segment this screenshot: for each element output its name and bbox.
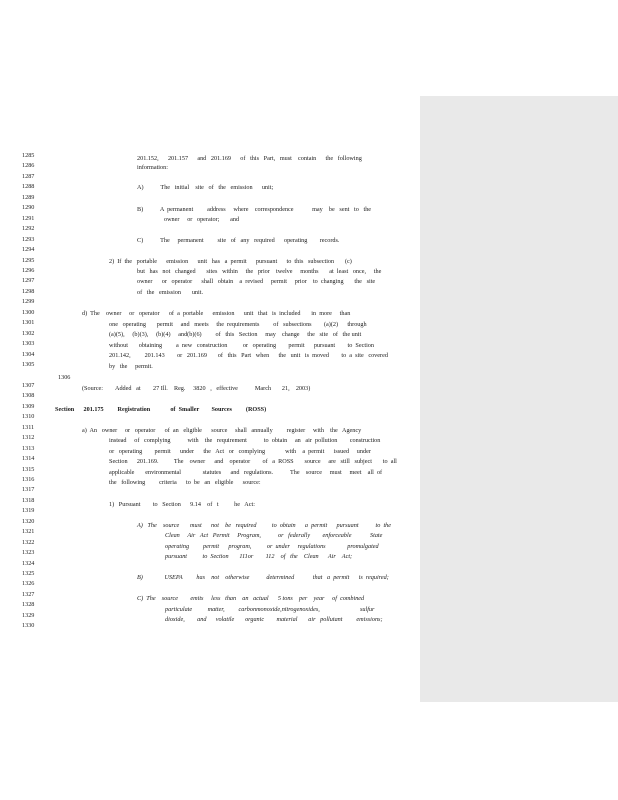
section-heading: Section 201.175 Registration of Smaller Sources (ROSS): [55, 406, 267, 413]
line-number: 1291: [22, 214, 35, 222]
text-line: without obtaining a new construction or operating permit pursuant to Section: [109, 342, 374, 349]
line-number: 1303: [22, 340, 35, 348]
text-line: pursuant to Section 111or 112 of the Clean Air Act;: [165, 553, 353, 560]
text-line: 1) Pursuant to Section 9.14 of t he Act:: [109, 501, 255, 508]
line-number: 1295: [22, 256, 35, 264]
text-line: owner or operator; and: [164, 216, 240, 223]
line-number: 1299: [22, 298, 35, 306]
text-line: one operating permit and meets the requirements of subsections (a)(2) through: [109, 321, 367, 328]
line-number: 1297: [22, 277, 35, 285]
line-number: 1301: [22, 319, 35, 327]
line-number: 1324: [22, 559, 35, 567]
line-number: 1317: [22, 486, 35, 494]
line-number: 1308: [22, 392, 35, 400]
line-number: 1319: [22, 507, 35, 515]
text-line: Clean Air Act Permit Program, or federally enforceable State: [165, 532, 383, 539]
line-number: 1300: [22, 308, 35, 316]
source-note: (Source: Added at 27 Ill. Reg. 3820 , effective March 21, 2003): [82, 385, 311, 392]
line-number: 1318: [22, 496, 35, 504]
line-number: 1298: [22, 287, 35, 295]
line-number: 1289: [22, 193, 35, 201]
line-number: 1304: [22, 350, 35, 358]
text-line: owner or operator shall obtain a revised permit prior to changing the site: [137, 278, 376, 285]
text-line: 2) If the portable emission unit has a permit pursuant to this subsection (c): [109, 258, 352, 265]
line-number: 1320: [22, 517, 35, 525]
text-line: 201.142, 201.143 or 201.169 of this Part when the unit is moved to a site covered: [109, 352, 388, 359]
text-line: C) The permanent site of any required operating records.: [137, 237, 340, 244]
line-number: 1285: [22, 152, 35, 159]
text-line: a) An owner or operator of an eligible source shall annually register with the Agency: [82, 427, 362, 434]
text-line: by the permit.: [109, 363, 153, 370]
line-number: 1302: [22, 329, 35, 337]
line-number: 1311: [22, 423, 35, 431]
line-number: 1314: [22, 455, 35, 463]
text-line: dioxide, and volatile organic material air pollutant emissions;: [165, 616, 383, 623]
line-number: 1310: [22, 413, 35, 421]
line-number: 1309: [22, 402, 35, 410]
text-line: A) The source must not be required to obtain a permit pursuant to the: [137, 522, 392, 529]
text-line: (a)(5), (b)(3), (b)(4) and(b)(6) of this Section may change the site of the unit: [109, 331, 362, 338]
line-number: 1326: [22, 580, 35, 588]
text-line: of the emission unit.: [137, 289, 203, 296]
line-number: 1296: [22, 266, 35, 274]
line-number: 1312: [22, 434, 35, 442]
text-line: d) The owner or operator of a portable emission unit that is included in more than: [82, 310, 351, 317]
line-number: 1328: [22, 601, 35, 609]
line-number: 1322: [22, 538, 35, 546]
line-number: 1330: [22, 622, 35, 630]
line-number: 1313: [22, 444, 35, 452]
text-line: or operating permit under the Act or complying with a permit issued under: [109, 448, 371, 455]
text-line: but has not changed sites within the prior twelve months at least once, the: [137, 268, 382, 275]
text-line: instead of complying with the requirement to obtain an air pollution construction: [109, 437, 381, 444]
text-line: C) The source emits less than an actual 5 tons per year of combined: [137, 595, 365, 602]
text-line: particulate matter, carbonmonoxide,nitrogenoxides, sulfur: [165, 606, 375, 613]
line-number: 1292: [22, 225, 35, 233]
text-line: A) The initial site of the emission unit;: [137, 184, 274, 191]
line-number: 1316: [22, 475, 35, 483]
line-number: 1307: [22, 381, 35, 389]
line-number: 1323: [22, 549, 35, 557]
text-line: information:: [137, 164, 168, 171]
text-line: applicable environmental statutes and regulations. The source must meet all of: [109, 469, 383, 476]
text-line: 1306: [58, 374, 71, 381]
line-number: 1327: [22, 590, 35, 598]
text-line: B) A permanent address where correspondence may be sent to the: [137, 206, 372, 213]
line-number: 1290: [22, 204, 35, 212]
text-line: Section 201.169. The owner and operator of a ROSS source are still subject to all: [109, 458, 397, 465]
line-number: 1325: [22, 570, 35, 577]
line-number: 1315: [22, 465, 35, 473]
line-number: 1288: [22, 183, 35, 191]
text-line: 201.152, 201.157 and 201.169 of this Part, must contain the following: [137, 155, 362, 162]
line-number: 1293: [22, 235, 35, 243]
comment-margin-pane: [420, 96, 618, 702]
line-number: 1287: [22, 172, 35, 180]
line-number: 1329: [22, 611, 35, 619]
line-number: 1321: [22, 528, 35, 536]
text-line: operating permit program, or under regulations promulgated: [165, 543, 379, 550]
line-number: 1286: [22, 162, 35, 170]
line-number: 1305: [22, 361, 35, 368]
text-line: the following criteria to be an eligible source:: [109, 479, 261, 486]
text-line: B) USEPA has not otherwise determined that a permit is required;: [137, 574, 389, 581]
line-number: 1294: [22, 246, 35, 254]
